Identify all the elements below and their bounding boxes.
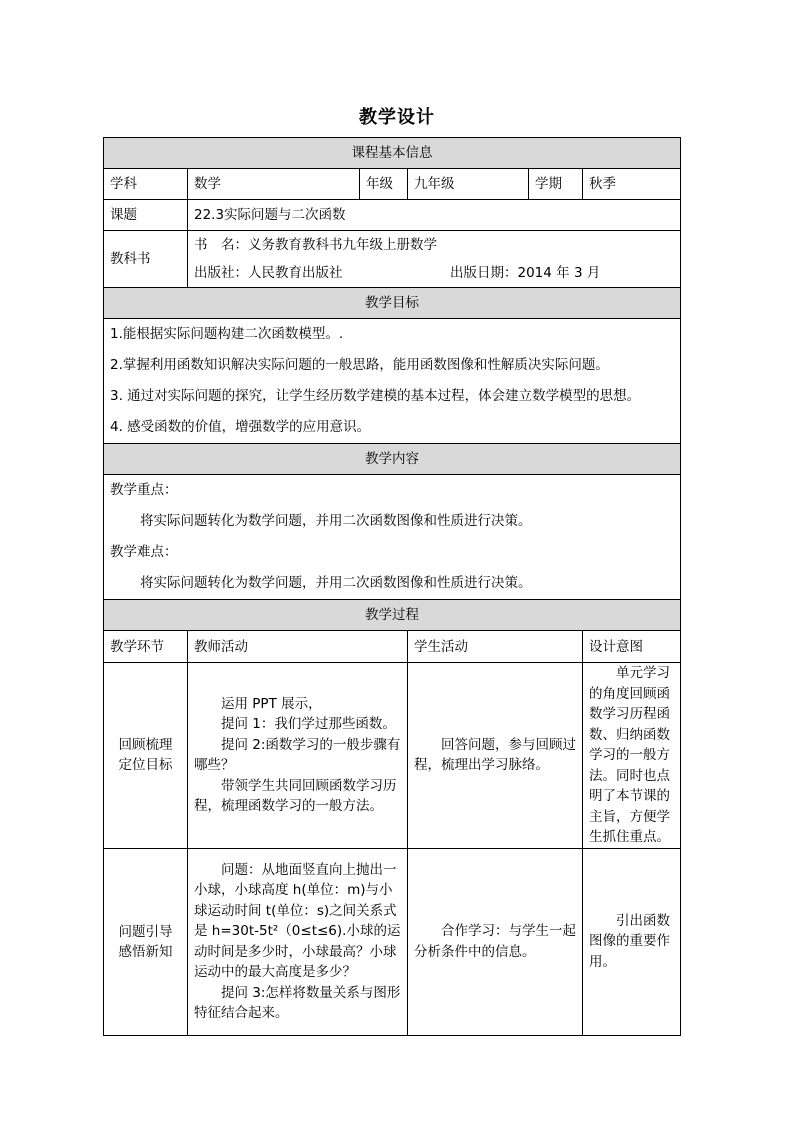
teacher-line: 问题：从地面竖直向上抛出一小球，小球高度 h(单位：m)与小球运动时间 t(单位：s)之间关系式是 h=30t-5t²（0≤t≤6).小球的运动时间是多少时，小球最高？小球运动中的最大高度是多少？ xyxy=(194,861,401,980)
topic-row xyxy=(104,200,681,231)
column-header: 设计意图 xyxy=(583,631,681,663)
textbook-publish-line xyxy=(194,259,674,287)
publisher: 出版社：人民教育出版社 xyxy=(194,265,343,281)
teacher-line: 提问 3:怎样将数量关系与图形特征结合起来。 xyxy=(194,984,401,1021)
subject-label: 学科 xyxy=(104,169,188,200)
student-activity xyxy=(408,663,583,849)
intent-text: 单元学习的角度回顾函数学习历程函数、归纳函数学习的一般方法。同时也点明了本节课的主旨，方便学生抓住重点。 xyxy=(589,665,670,845)
objectives-list xyxy=(104,319,681,444)
teacher-line: 带领学生共同回顾函数学习历程，梳理函数学习的一般方法。 xyxy=(194,777,397,815)
teacher-activity xyxy=(188,848,408,1035)
column-header: 学生活动 xyxy=(408,631,583,663)
objective-item: 4. 感受函数的价值，增强数学的应用意识。 xyxy=(110,419,371,435)
page-title: 教学设计 xyxy=(359,107,435,128)
student-text: 回答问题，参与回顾过程，梳理出学习脉络。 xyxy=(414,736,576,774)
grade-value: 九年级 xyxy=(408,169,529,200)
topic-label: 课题 xyxy=(104,200,188,231)
column-header: 教学环节 xyxy=(104,631,188,663)
teacher-line: 提问 2:函数学习的一般步骤有哪些？ xyxy=(194,736,401,774)
topic-value: 22.3实际问题与二次函数 xyxy=(188,200,681,231)
teacher-line: 提问 1：我们学过那些函数。 xyxy=(221,716,396,733)
process-header-row xyxy=(104,631,681,663)
section-content xyxy=(104,444,681,475)
student-text: 合作学习：与学生一起分析条件中的信息。 xyxy=(414,923,576,960)
section-header: 教学内容 xyxy=(104,444,681,475)
stage-cell: 回顾梳理定位目标 xyxy=(104,663,188,849)
design-intent xyxy=(583,663,681,849)
design-intent xyxy=(583,848,681,1035)
process-row xyxy=(104,663,681,849)
key-point-text: 将实际问题转化为数学问题，并用二次函数图像和性质进行决策。 xyxy=(140,513,532,529)
term-label: 学期 xyxy=(529,169,583,200)
objectives-row xyxy=(104,319,681,444)
grade-label: 年级 xyxy=(360,169,408,200)
lesson-plan-table xyxy=(103,137,681,1036)
process-row xyxy=(104,848,681,1035)
textbook-info xyxy=(188,231,681,288)
section-header: 课程基本信息 xyxy=(104,138,681,169)
section-header: 教学目标 xyxy=(104,288,681,319)
textbook-label: 教科书 xyxy=(104,231,188,288)
student-activity xyxy=(408,848,583,1035)
teacher-activity xyxy=(188,663,408,849)
subject-value: 数学 xyxy=(188,169,360,200)
stage-cell: 问题引导感悟新知 xyxy=(104,848,188,1035)
term-value: 秋季 xyxy=(583,169,681,200)
section-objectives xyxy=(104,288,681,319)
content-row xyxy=(104,475,681,600)
difficulty-text: 将实际问题转化为数学问题，并用二次函数图像和性质进行决策。 xyxy=(140,575,532,591)
content-body xyxy=(104,475,681,600)
subject-row xyxy=(104,169,681,200)
teacher-line: 运用 PPT 展示， xyxy=(221,695,322,712)
textbook-row xyxy=(104,231,681,288)
section-header: 教学过程 xyxy=(104,600,681,631)
objective-item: 2.掌握利用函数知识解决实际问题的一般思路，能用函数图像和性解质决实际问题。 xyxy=(110,357,609,373)
textbook-name: 书 名：义务教育教科书九年级上册数学 xyxy=(194,237,437,253)
key-point-label: 教学重点： xyxy=(110,482,178,498)
section-basic-info xyxy=(104,138,681,169)
publish-date: 出版日期：2014 年 3 月 xyxy=(450,265,601,281)
difficulty-label: 教学难点： xyxy=(110,544,178,560)
objective-item: 3. 通过对实际问题的探究，让学生经历数学建模的基本过程，体会建立数学模型的思想。 xyxy=(110,388,641,404)
column-header: 教师活动 xyxy=(188,631,408,663)
intent-text: 引出函数图像的重要作用。 xyxy=(589,912,670,970)
objective-item: 1.能根据实际问题构建二次函数模型。. xyxy=(110,326,344,342)
section-process xyxy=(104,600,681,631)
